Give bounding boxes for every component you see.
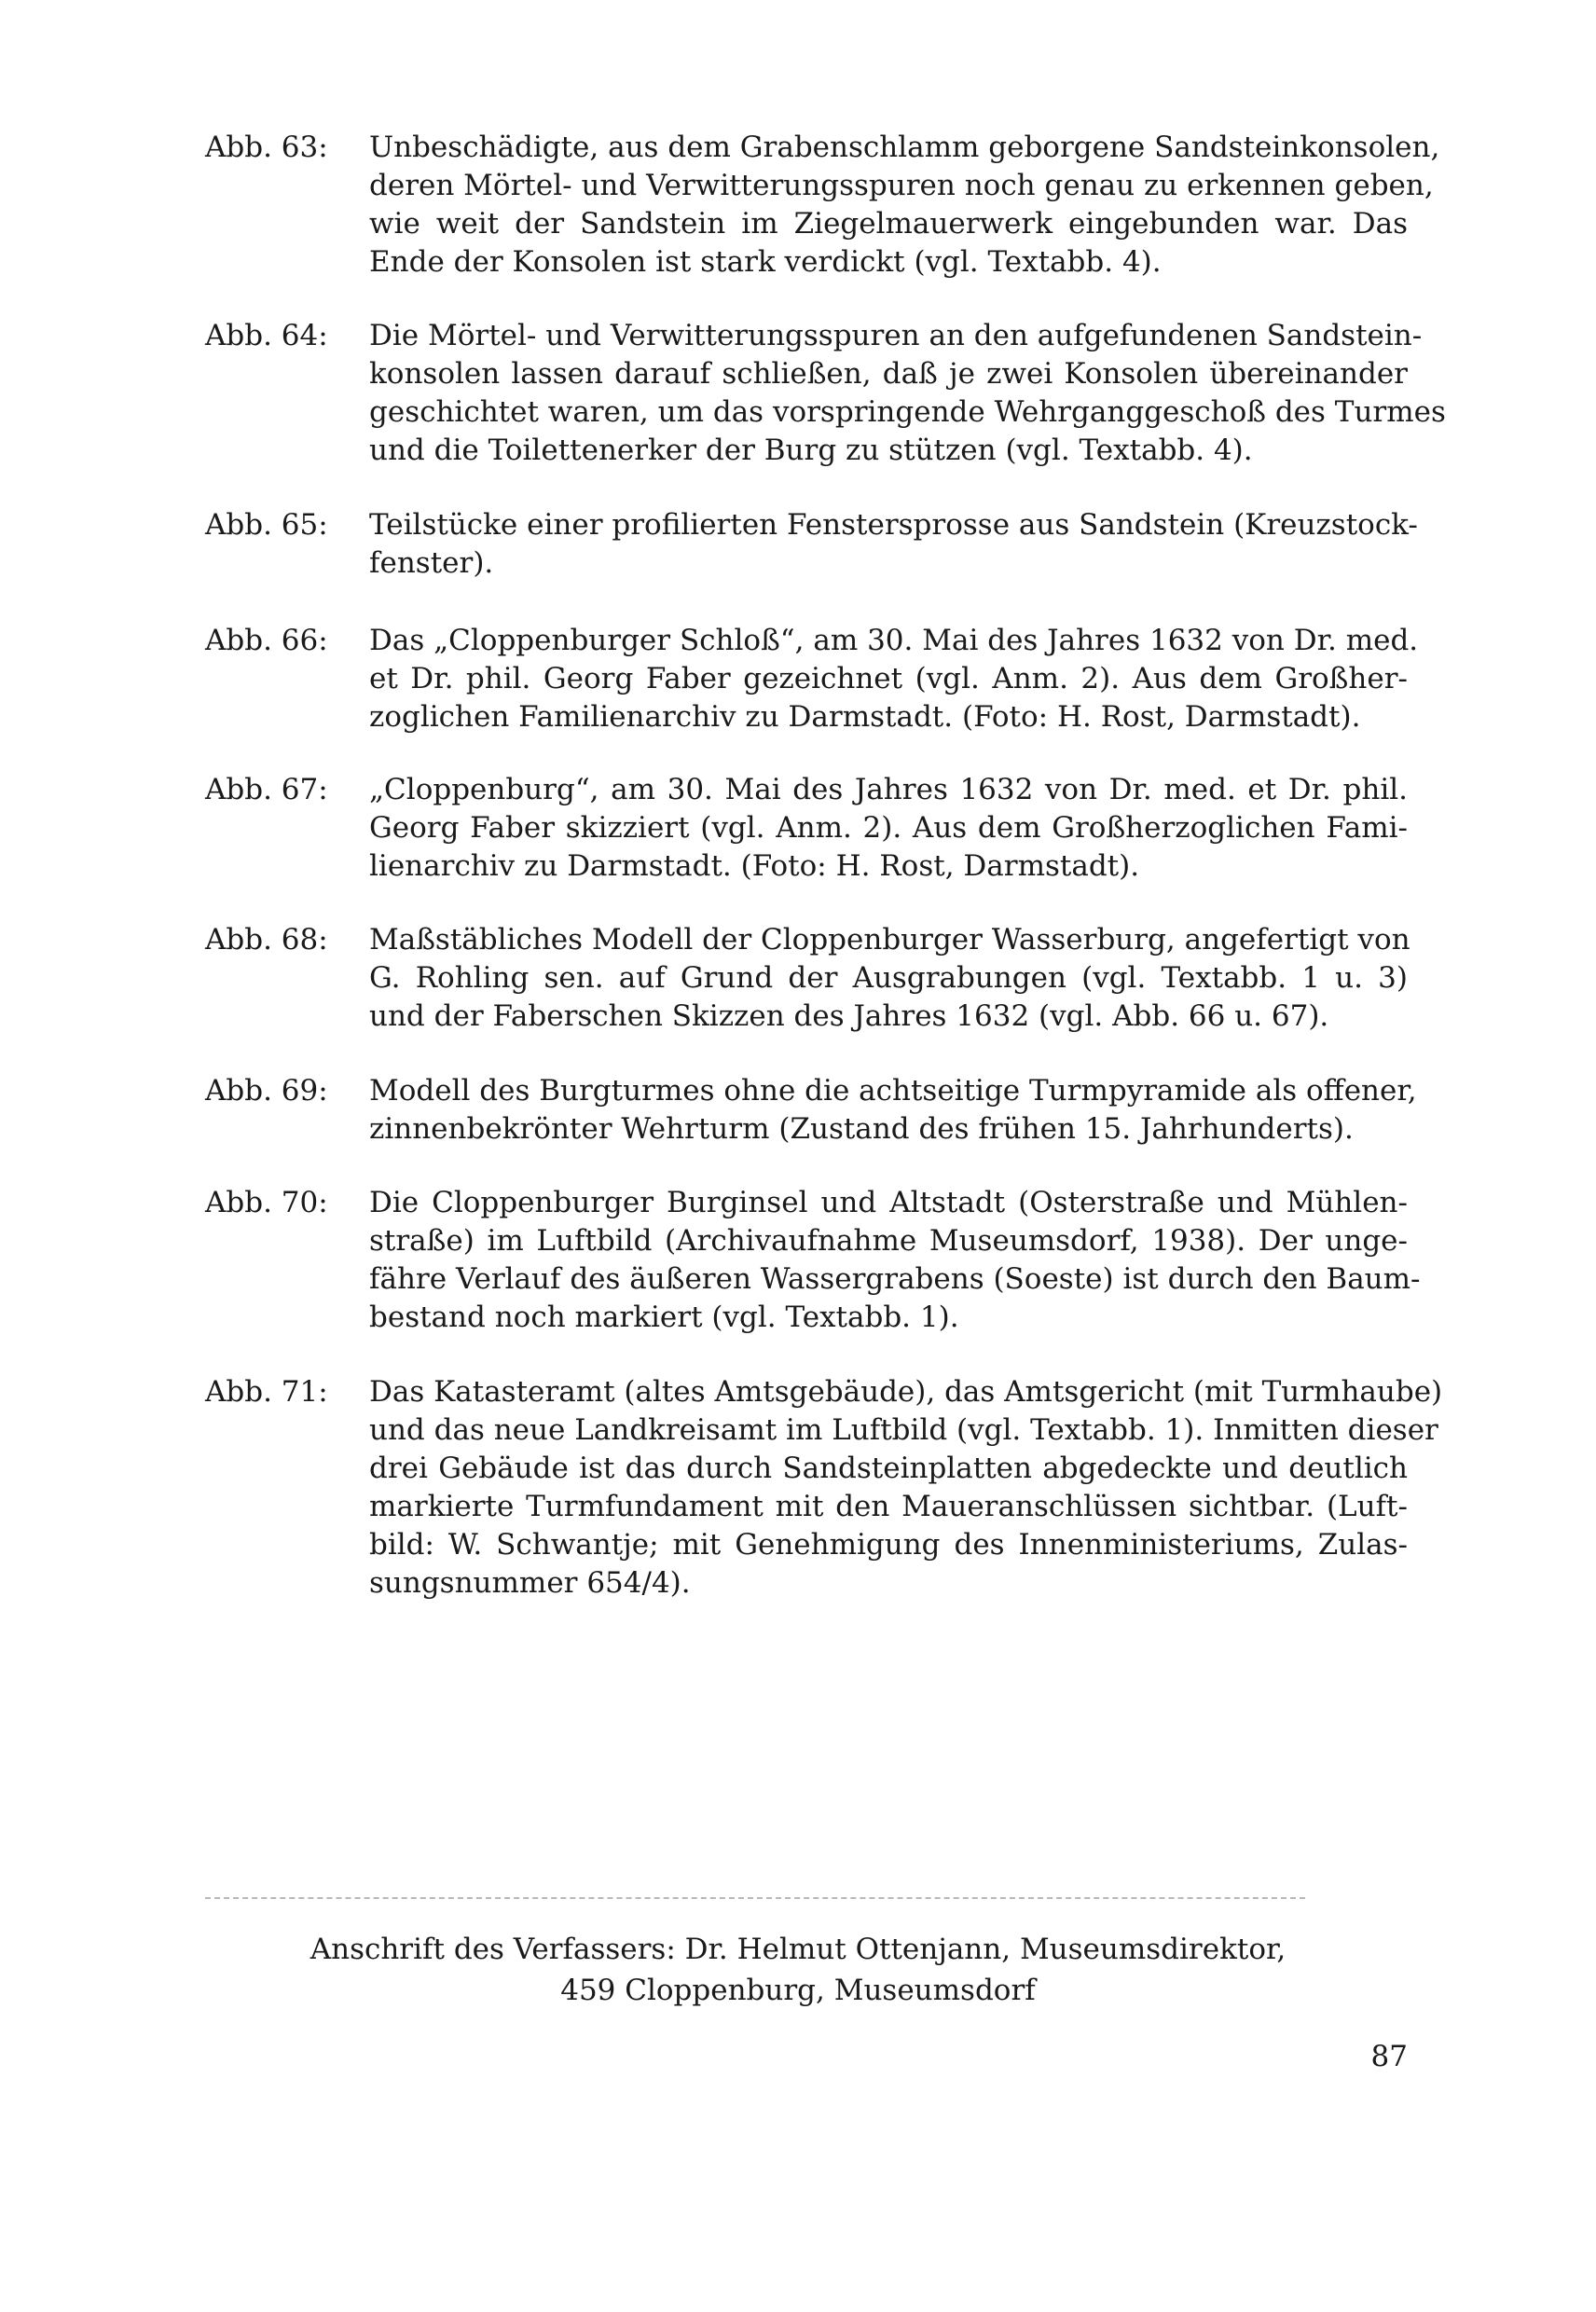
caption-line: Georg Faber skizziert (vgl. Anm. 2). Aus dem Großherzoglichen Fami-	[369, 811, 1408, 845]
caption-line: wie weit der Sandstein im Ziegelmauerwerk eingebunden war. Das	[369, 207, 1408, 241]
caption-line: zinnenbekrönter Wehrturm (Zustand des frühen 15. Jahrhunderts).	[369, 1112, 1354, 1146]
caption-line: und der Faberschen Skizzen des Jahres 1632 (vgl. Abb. 66 u. 67).	[369, 999, 1329, 1033]
caption-line: bild: W. Schwantje; mit Genehmigung des Innenministeriums, Zulas-	[369, 1528, 1408, 1562]
caption-line: „Cloppenburg“, am 30. Mai des Jahres 1632 von Dr. med. et Dr. phil.	[369, 773, 1408, 806]
caption-text	[369, 1072, 1417, 1149]
caption-label: Abb. 66:	[205, 624, 328, 657]
caption-text	[369, 1184, 1421, 1337]
caption-text	[369, 622, 1419, 736]
caption-label: Abb. 63:	[205, 131, 328, 164]
caption-line: Modell des Burgturmes ohne die achtseitige Turmpyramide als offener,	[369, 1074, 1417, 1108]
caption-line: Das Katasteramt (altes Amtsgebäude), das Amtsgericht (mit Turmhaube)	[369, 1375, 1443, 1409]
caption-text	[369, 921, 1408, 1036]
author-address-line-2: 459 Cloppenburg, Museumsdorf	[560, 1974, 1036, 2007]
caption-line: Das „Cloppenburger Schloß“, am 30. Mai des Jahres 1632 von Dr. med.	[369, 624, 1419, 657]
caption-line: und die Toilettenerker der Burg zu stützen (vgl. Textabb. 4).	[369, 434, 1253, 467]
caption-line: sungsnummer 654/4).	[369, 1566, 691, 1600]
caption-text	[369, 1373, 1443, 1603]
caption-text	[369, 129, 1440, 282]
caption-label: Abb. 68:	[205, 923, 328, 956]
caption-text	[369, 771, 1408, 886]
page-number: 87	[1370, 2040, 1408, 2073]
footer-divider	[205, 1897, 1305, 1899]
caption-line: Die Mörtel- und Verwitterungsspuren an den aufgefundenen Sandstein-	[369, 319, 1423, 352]
caption-text	[369, 506, 1418, 583]
caption-line: G. Rohling sen. auf Grund der Ausgrabungen (vgl. Textabb. 1 u. 3)	[369, 961, 1408, 995]
caption-line: Maßstäbliches Modell der Cloppenburger Wasserburg, angefertigt von	[369, 923, 1410, 956]
caption-line: Ende der Konsolen ist stark verdickt (vgl. Textabb. 4).	[369, 245, 1162, 279]
caption-line: zoglichen Familienarchiv zu Darmstadt. (Foto: H. Rost, Darmstadt).	[369, 700, 1361, 734]
caption-label: Abb. 67:	[205, 773, 328, 806]
caption-line: Teilstücke einer profilierten Fenstersprosse aus Sandstein (Kreuzstock-	[369, 508, 1418, 542]
caption-line: drei Gebäude ist das durch Sandsteinplatten abgedeckte und deutlich	[369, 1452, 1408, 1485]
caption-text	[369, 317, 1446, 470]
caption-line: geschichtet waren, um das vorspringende Wehrganggeschoß des Turmes	[369, 395, 1446, 429]
caption-label: Abb. 70:	[205, 1186, 328, 1219]
author-address-line-1: Anschrift des Verfassers: Dr. Helmut Ottenjann, Museumsdirektor,	[310, 1933, 1286, 1966]
caption-line: et Dr. phil. Georg Faber gezeichnet (vgl. Anm. 2). Aus dem Großher-	[369, 662, 1408, 695]
caption-line: lienarchiv zu Darmstadt. (Foto: H. Rost, Darmstadt).	[369, 849, 1140, 883]
caption-line: Unbeschädigte, aus dem Grabenschlamm geborgene Sandsteinkonsolen,	[369, 131, 1440, 164]
caption-line: konsolen lassen darauf schließen, daß je zwei Konsolen übereinander	[369, 357, 1408, 391]
caption-line: straße) im Luftbild (Archivaufnahme Museumsdorf, 1938). Der unge-	[369, 1224, 1408, 1258]
caption-line: Die Cloppenburger Burginsel und Altstadt (Osterstraße und Mühlen-	[369, 1186, 1408, 1219]
caption-line: fenster).	[369, 546, 494, 580]
caption-label: Abb. 65:	[205, 508, 328, 542]
caption-line: bestand noch markiert (vgl. Textabb. 1).	[369, 1300, 959, 1334]
caption-line: und das neue Landkreisamt im Luftbild (vgl. Textabb. 1). Inmitten dieser	[369, 1413, 1438, 1447]
caption-line: deren Mörtel- und Verwitterungsspuren noch genau zu erkennen geben,	[369, 169, 1434, 202]
caption-line: markierte Turmfundament mit den Maueranschlüssen sichtbar. (Luft-	[369, 1490, 1408, 1523]
caption-line: fähre Verlauf des äußeren Wassergrabens (Soeste) ist durch den Baum-	[369, 1262, 1421, 1296]
caption-label: Abb. 64:	[205, 319, 328, 352]
caption-label: Abb. 69:	[205, 1074, 328, 1108]
caption-label: Abb. 71:	[205, 1375, 328, 1409]
